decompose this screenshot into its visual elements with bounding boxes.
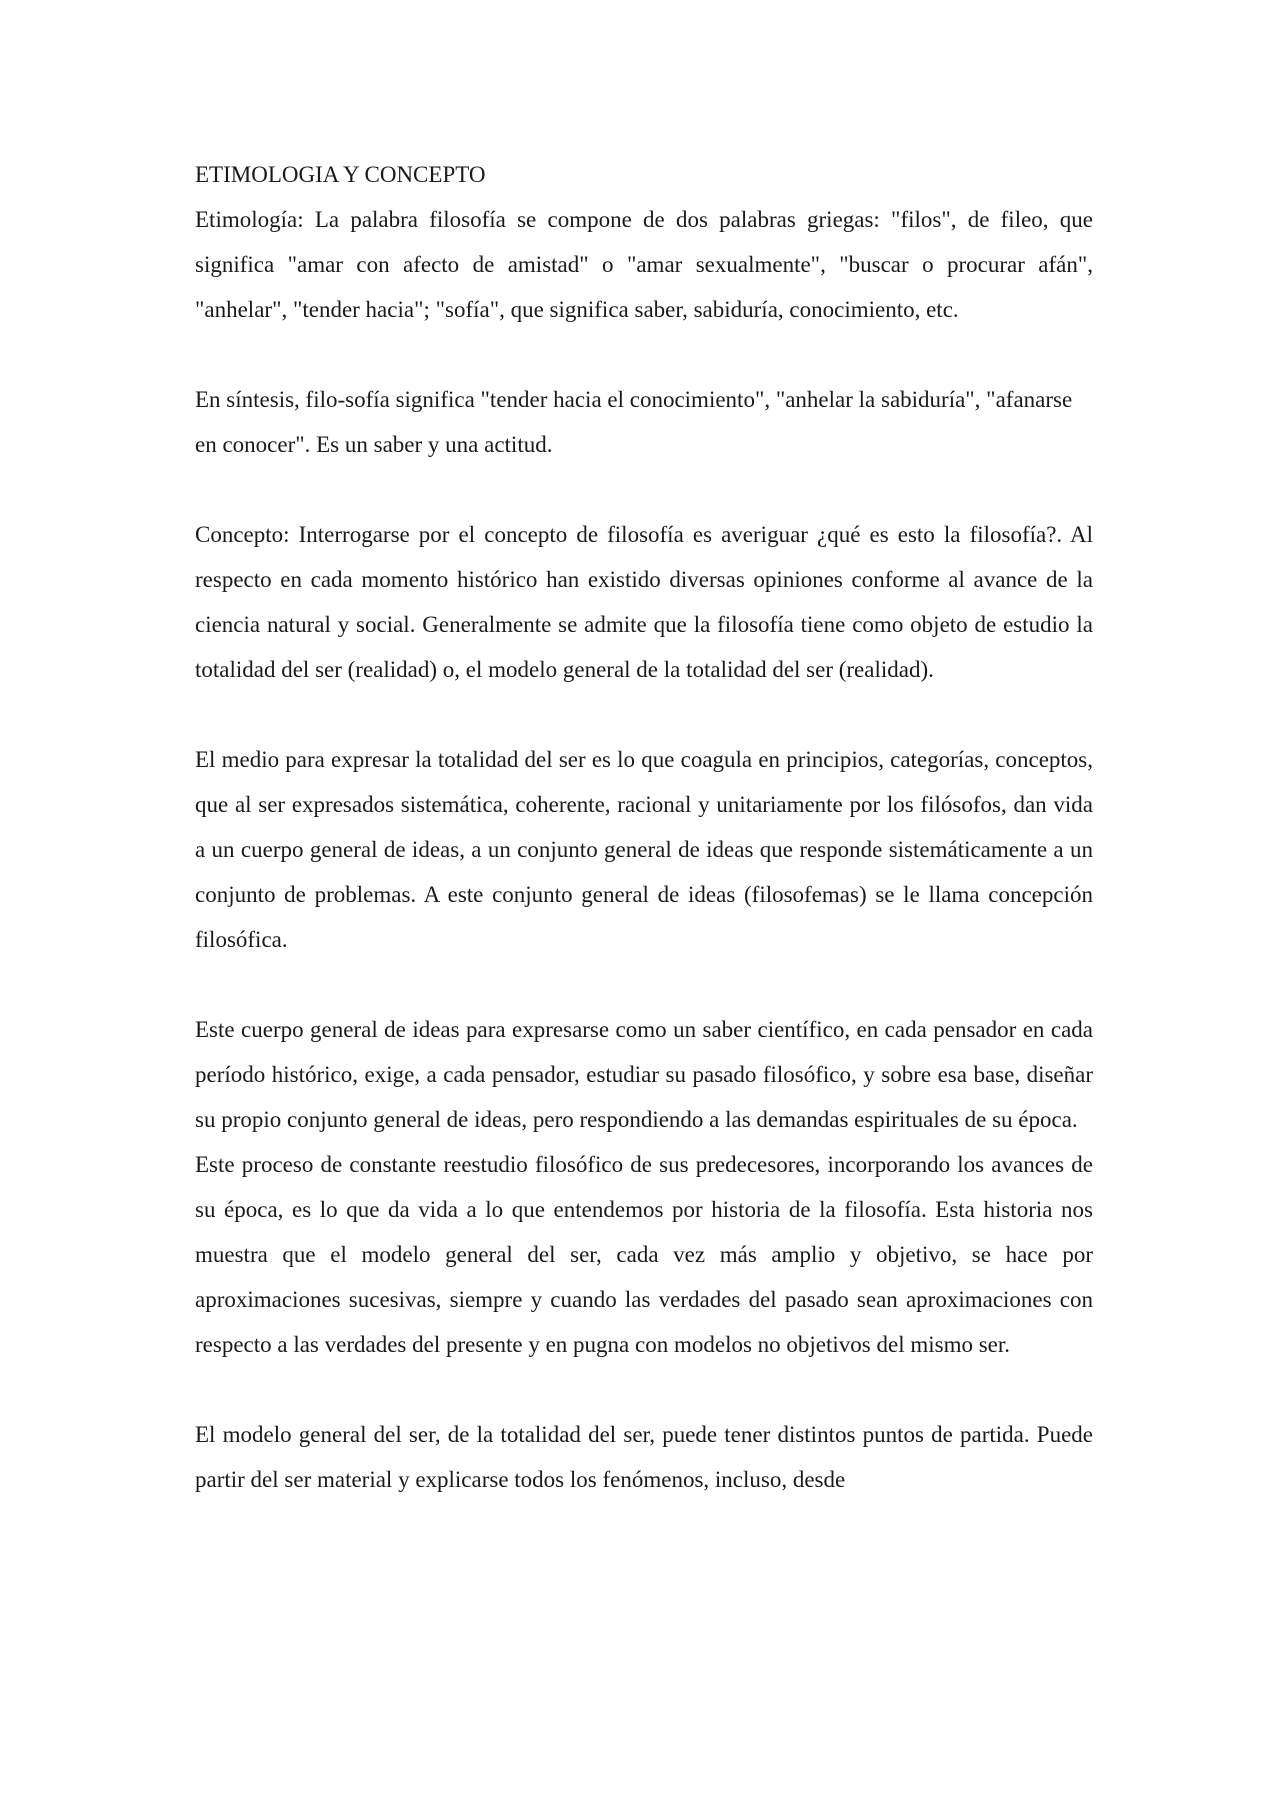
paragraph-spacer bbox=[195, 1367, 1093, 1412]
paragraph-body-of-ideas: Este cuerpo general de ideas para expresarse como un saber científico, en cada pensador en cada período histórico, exige, a cada pensador, estudiar su pasado filosófico, y sobre esa base, diseñar su propio conjunto general de ideas, pero respondiendo a las demandas espirituales de su época. bbox=[195, 1017, 1093, 1132]
paragraph-general-model: El modelo general del ser, de la totalidad del ser, puede tener distintos puntos de partida. Puede partir del ser material y explicarse todos los fenómenos, incluso, desde bbox=[195, 1422, 1093, 1492]
paragraph-spacer bbox=[195, 332, 1093, 377]
paragraph-history-of-philosophy: Este proceso de constante reestudio filosófico de sus predecesores, incorporando los avances de su época, es lo que da vida a lo que entendemos por historia de la filosofía. Esta historia nos muestra que el modelo general del ser, cada vez más amplio y objetivo, se hace por aproximaciones sucesivas, siempre y cuando las verdades del pasado sean aproximaciones con respecto a las verdades del presente y en pugna con modelos no objetivos del mismo ser. bbox=[195, 1152, 1093, 1357]
document-title: ETIMOLOGIA Y CONCEPTO bbox=[195, 162, 486, 187]
paragraph-etymology: Etimología: La palabra filosofía se compone de dos palabras griegas: "filos", de fileo, que significa "amar con afecto de amistad" o "amar sexualmente", "buscar o procurar afán", "anhelar", "tender hacia"; "sofía", que significa saber, sabiduría, conocimiento, etc. bbox=[195, 207, 1093, 322]
paragraph-spacer bbox=[195, 692, 1093, 737]
document-body bbox=[195, 152, 1093, 1502]
paragraph-expression-medium: El medio para expresar la totalidad del ser es lo que coagula en principios, categorías, conceptos, que al ser expresados sistemática, coherente, racional y unitariamente por los filósofos, dan vida a un cuerpo general de ideas, a un conjunto general de ideas que responde sistemáticamente a un conjunto de problemas. A este conjunto general de ideas (filosofemas) se le llama concepción filosófica. bbox=[195, 747, 1093, 952]
paragraph-spacer bbox=[195, 467, 1093, 512]
paragraph-synthesis: En síntesis, filo-sofía significa "tender hacia el conocimiento", "anhelar la sabiduría", "afanarse en conocer". Es un saber y una actitud. bbox=[195, 387, 1073, 457]
paragraph-spacer bbox=[195, 962, 1093, 1007]
paragraph-concept: Concepto: Interrogarse por el concepto de filosofía es averiguar ¿qué es esto la filosofía?. Al respecto en cada momento histórico han existido diversas opiniones conforme al avance de la ciencia natural y social. Generalmente se admite que la filosofía tiene como objeto de estudio la totalidad del ser (realidad) o, el modelo general de la totalidad del ser (realidad). bbox=[195, 522, 1093, 682]
